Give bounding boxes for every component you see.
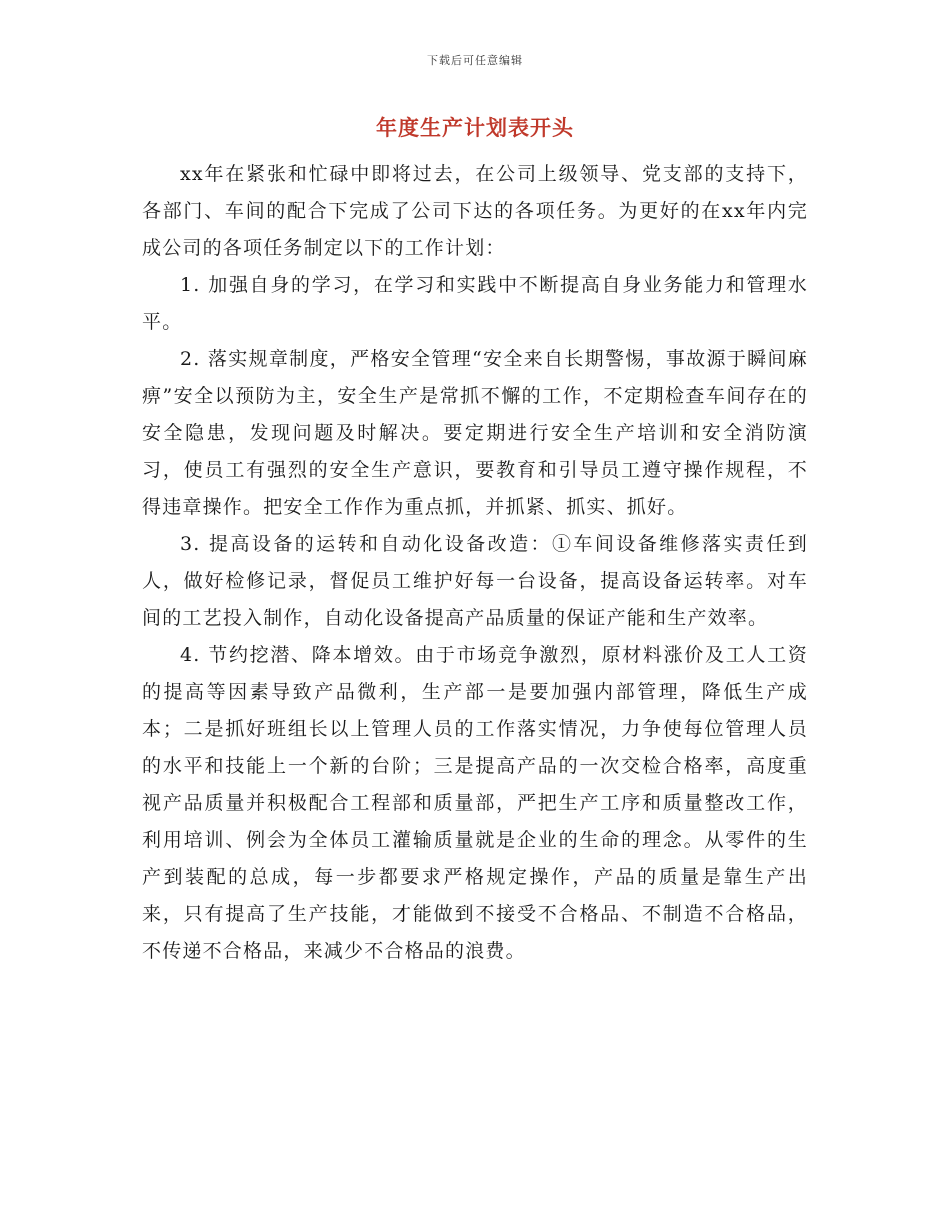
document-body: [142, 156, 808, 970]
paragraph-item-3: 3. 提高设备的运转和自动化设备改造：①车间设备维修落实责任到人，做好检修记录，督促员工维护好每一台设备，提高设备运转率。对车间的工艺投入制作，自动化设备提高产品质量的保证产能和生产效率。: [142, 533, 808, 629]
paragraph-item-4: 4. 节约挖潜、降本增效。由于市场竞争激烈，原材料涨价及工人工资的提高等因素导致产品微利，生产部一是要加强内部管理，降低生产成本；二是抓好班组长以上管理人员的工作落实情况，力争使每位管理人员的水平和技能上一个新的台阶；三是提高产品的一次交检合格率，高度重视产品质量并积极配合工程部和质量部，严把生产工序和质量整改工作，利用培训、例会为全体员工灌输质量就是企业的生命的理念。从零件的生产到装配的总成，每一步都要求严格规定操作，产品的质量是靠生产出来，只有提高了生产技能，才能做到不接受不合格品、不制造不合格品，不传递不合格品，来减少不合格品的浪费。: [142, 644, 808, 962]
paragraph-item-1: 1. 加强自身的学习，在学习和实践中不断提高自身业务能力和管理水平。: [142, 274, 808, 333]
document-title: 年度生产计划表开头: [376, 115, 574, 140]
paragraph-intro: xx年在紧张和忙碌中即将过去，在公司上级领导、党支部的支持下，各部门、车间的配合下完成了公司下达的各项任务。为更好的在xx年内完成公司的各项任务制定以下的工作计划：: [142, 163, 808, 259]
paragraph-item-2: 2. 落实规章制度，严格安全管理“安全来自长期警惕，事故源于瞬间麻痹”安全以预防为主，安全生产是常抓不懈的工作，不定期检查车间存在的安全隐患，发现问题及时解决。要定期进行安全生产培训和安全消防演习，使员工有强烈的安全生产意识，要教育和引导员工遵守操作规程，不得违章操作。把安全工作作为重点抓，并抓紧、抓实、抓好。: [142, 348, 808, 518]
header-note: 下载后可任意编辑: [427, 54, 523, 67]
